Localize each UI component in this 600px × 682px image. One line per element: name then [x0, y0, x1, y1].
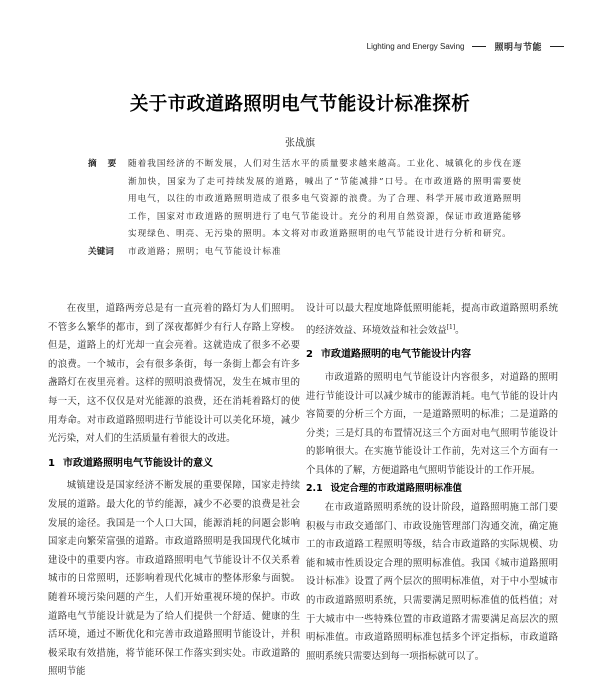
keywords-label: 关键词 — [88, 246, 114, 257]
section-1-paragraph: 城镇建设是国家经济不断发展的重要保障，国家走持续发展的道路。最大化的节约能源，减少不必要的浪费是社会发展的途径。我国是一个人口大国，能源消耗的问题会影响国家走向繁荣富强的道路。市政道路照明是我国现代化城市建设中的重要内容。市政道路照明电气节能设计不仅关系着城市的日常照明，还影响着现代化城市的整体形象与面貌。随着环境污染问题的产生，人们开始重视环境的保护。市政道路电气节能设计就是为了给人们提供一个舒适、健康的生活环境，通过不断优化和完善市政道路照明节能设计，并积极采取有效措施，将节能环保工作落实到实处。市政道路的照明节能 — [48, 480, 300, 678]
section-2-number: 2 — [306, 349, 313, 361]
article-author: 张战旗 — [285, 138, 315, 149]
header-divider-right — [550, 46, 564, 47]
right-column — [306, 300, 558, 666]
section-2-heading — [306, 346, 558, 365]
abstract-label: 摘 要 — [88, 159, 121, 169]
journal-name-en: Lighting and Energy Saving — [366, 42, 465, 51]
journal-header — [367, 40, 564, 53]
section-2-1-paragraph: 在市政道路照明系统的设计阶段，道路照明施工部门要积极与市政交通部门、市政设施管理部门沟通交流，确定施工的市政道路工程照明等级，结合市政道路的实际规模、功能和城市性质设定合理的照明标准值。我国《城市道路照明设计标准》设置了两个层次的照明标准值，对于中小型城市的市政道路照明系统，只需要满足照明标准值的低档值；对于大城市中一些特殊位置的市政道路才需要满足高层次的照明标准值。市政道路照明标准包括多个评定指标，市政道路照明系统只需要达到每一项指标就可以了。 — [306, 502, 558, 662]
section-1-title: 市政道路照明电气节能设计的意义 — [62, 457, 213, 469]
abstract-row — [88, 156, 522, 244]
continued-paragraph — [306, 300, 558, 340]
section-2-title: 市政道路照明的电气节能设计内容 — [320, 349, 471, 361]
section-1-heading — [48, 455, 300, 474]
section-1-number: 1 — [48, 457, 55, 469]
header-divider — [472, 46, 486, 47]
intro-paragraph: 在夜里，道路两旁总是有一直亮着的路灯为人们照明。不管多么繁华的都市，到了深夜都鲜少有行人存路上穿梭。但是，道路上的灯光却一直会亮着。这就造成了很多不必要的浪费。一个城市，会有很多条街，每一条街上都会有许多盏路灯在夜里亮着。这样的照明浪费情况，发生在城市里的每一天，这不仅仅是对光能源的浪费，还在消耗着路灯的使用寿命。对市政道路照明进行节能设计可以美化环境，减少光污染，对人们的生活质量有着很大的改进。 — [48, 303, 300, 445]
article-title: 关于市政道路照明电气节能设计标准探析 — [129, 94, 471, 115]
abstract-block — [88, 156, 522, 261]
section-2-1-title: 设定合理的市政道路照明标准值 — [330, 483, 462, 495]
continued-end: 。 — [455, 324, 465, 336]
journal-name-cn: 照明与节能 — [494, 42, 542, 52]
continued-text: 设计可以最大程度地降低照明能耗，提高市政道路照明系统的经济效益、环境效益和社会效益 — [306, 303, 558, 336]
section-2-paragraph: 市政道路的照明电气节能设计内容很多，对道路的照明进行节能设计可以减少城市的能源消耗。电气节能的设计内容简要的分析三个方面，一是道路照明的标准；二是道路的分类；三是灯具的布置情况这三个方面对电气照明节能设计的影响很大。在实施节能设计工作前，先对这三个方面有一个具体的了解，方便道路电气照明节能设计的工作开展。 — [306, 371, 558, 476]
citation-ref: [1] — [446, 323, 456, 331]
section-2-1-number: 2.1 — [306, 483, 323, 495]
keywords-text: 市政道路；照明；电气节能设计标准 — [128, 246, 282, 257]
keywords-row — [88, 244, 522, 262]
section-2-1-heading — [306, 480, 558, 499]
left-column — [48, 300, 300, 682]
abstract-text: 随着我国经济的不断发展，人们对生活水平的质量要求越来越高。工业化、城镇化的步伐在逐渐加快，国家为了走可持续发展的道路，喊出了“节能减排”口号。在市政道路的照明需要使用电气，以往的市政道路照明造成了很多电气资源的浪费。为了合理、科学开展市政道路照明工作，国家对市政道路的照明进行了电气节能设计。充分的利用自然资源，保证市政道路能够实现绿色、明亮、无污染的照明。本文将对市政道路照明的电气节能设计进行分析和研究。 — [128, 159, 522, 239]
